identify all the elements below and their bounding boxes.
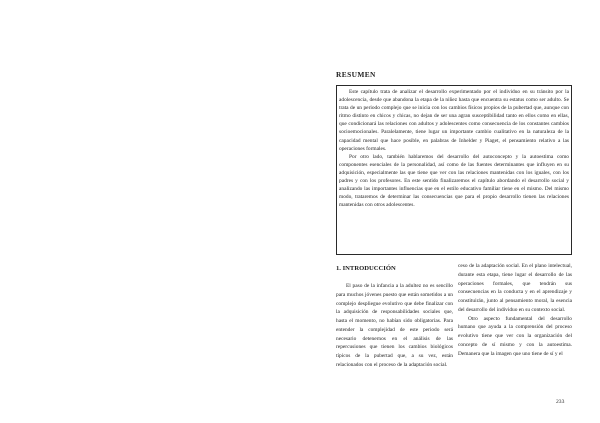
summary-heading: RESUMEN — [336, 70, 376, 79]
text-column-right — [458, 262, 572, 386]
summary-box — [336, 85, 572, 255]
body-paragraph: Otro aspecto fundamental del desarrollo humano que ayuda a la comprensión del proceso evolutivo tiene que ver con la organización del concepto de sí mismo y con la autoestima. Demanera que la imagen que uno tiene de sí y el — [458, 315, 572, 357]
summary-paragraph: Este capítulo trata de analizar el desarrollo experimentado por el individuo en su tránsito por la adolescencia, desde que abandona la etapa de la niñez hasta que encuentra su estatus como ser adulto. Se trata de un periodo complejo que se inicia con los cambios físicos propios de la pubertad que, aunque con ritmo distinto en chicos y chicas, no dejan de ser una agran susceptibilidad tanto en ellos como en ellas, que condicionará las relaciones con adultos y adolescentes como consecuencia de los constantes cambios socioemocionales. Paralelamente, tiene lugar un importante cambio cualitativo en la naturaleza de la capacidad mental que hace posible, en palabras de Inhelder y Piaget, el pensamiento relativo a las operaciones formales. — [339, 89, 569, 152]
page-number: 233 — [556, 399, 565, 405]
section-heading-introduccion: 1. INTRODUCCIÓN — [336, 265, 396, 272]
text-column-left — [336, 282, 453, 384]
body-paragraph: El paso de la infancia a la adultez no es sencillo para muchos jóvenes puesto que están sometidos a un complejo despliegue evolutivo que debe finalizar con la adquisición de responsabilidades sociales que, hasta el momento, no habían sido obligatorias. Para entender la complejidad de este periodo será necesario detenernos en el análisis de las repercusiones que tienen los cambios biológicos típicos de la pubertad que, a su vez, están relacionados con el proceso de la adaptación social. — [336, 283, 453, 368]
body-paragraph-continuation: ceso de la adaptación social. En el plano intelectual, durante esta etapa, tiene lugar el desarrollo de las operaciones formales, que tendrán sus consecuencias en la conducta y en el aprendizaje y constituirán, junto al pensamiento moral, la esencia del desarrollo del individuo en su contexto social. — [458, 263, 572, 313]
summary-paragraph: Por otro lado, también hablaremos del desarrollo del autoconcepto y la autoestima como componentes esenciales de la personalidad, así como de las fuentes determinantes que influyen en su adquisición, especialmente las que tiene que ver con las relaciones mantenidas con los iguales, con los padres y con los profesores. En este sentido finalizaremos el capítulo abordando el desarrollo social y analizando las importantes influencias que en el estilo educativo familiar tiene en el mismo. Del mismo modo, trataremos de determinar las consecuencias que para el propio desarrollo tienen las relaciones mantenidas con otros adolescentes. — [339, 153, 569, 209]
